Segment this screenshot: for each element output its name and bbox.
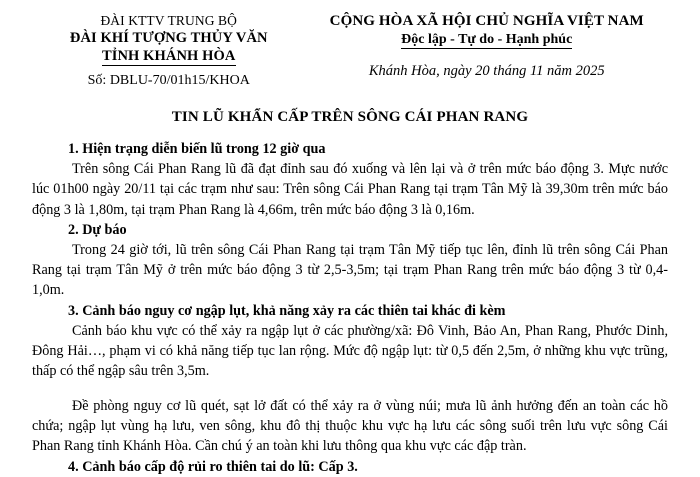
document-header: [32, 10, 668, 90]
section-4-heading: 4. Cảnh báo cấp độ rủi ro thiên tai do lũ: Cấp 3.: [68, 458, 358, 475]
section-3-paragraph-1: Cảnh báo khu vực có thể xảy ra ngập lụt ở các phường/xã: Đô Vinh, Bảo An, Phan Rang, Phước Dinh, Đông Hải…, phạm vi có khả năng tiếp tục lan rộng. Mức độ ngập lụt: từ 0,5 đến 2,5m, ở những khu vực trũng, thấp có thể ngập sâu trên 3,5m.: [32, 322, 668, 380]
section-3-heading: 3. Cảnh báo nguy cơ ngập lụt, khả năng xảy ra các thiên tai khác đi kèm: [68, 302, 506, 319]
national-heading-block: [305, 10, 668, 81]
organization-province-label: TỈNH KHÁNH HÒA: [101, 48, 236, 64]
country-name: CỘNG HÒA XÃ HỘI CHỦ NGHĨA VIỆT NAM: [329, 13, 644, 29]
place-and-date: Khánh Hòa, ngày 20 tháng 11 năm 2025: [368, 63, 605, 79]
document-number: Số: DBLU-70/01h15/KHOA: [87, 73, 250, 88]
national-motto-text: Độc lập - Tự do - Hạnh phúc: [401, 32, 573, 47]
section-2-paragraph: Trong 24 giờ tới, lũ trên sông Cái Phan Rang tại trạm Tân Mỹ tiếp tục lên, đỉnh lũ trên sông Cái Phan Rang tại trạm Tân Mỹ ở trên mức báo động 3 từ 2,5-3,5m; tại trạm Phan Rang trên mức báo động 3 từ 0,4-1,0m.: [32, 241, 668, 299]
parent-organization-name: ĐÀI KTTV TRUNG BỘ: [100, 13, 238, 28]
organization-name-line-2: [32, 47, 305, 65]
document-body: [32, 139, 668, 477]
section-2-heading: 2. Dự báo: [68, 221, 127, 238]
document-title: TIN LŨ KHẨN CẤP TRÊN SÔNG CÁI PHAN RANG: [171, 109, 529, 125]
section-3-paragraph-2: Đề phòng nguy cơ lũ quét, sạt lở đất có thể xảy ra ở vùng núi; mưa lũ ảnh hưởng đến an toàn các hồ chứa; ngập lụt vùng hạ lưu, ven sông, khu đô thị thuộc khu vực hạ lưu các sông suối trên lưu vực sông Cái Phan Rang tỉnh Khánh Hòa. Cần chú ý an toàn khi lưu thông qua khu vực các đập tràn.: [32, 397, 668, 455]
organization-name-line-1: ĐÀI KHÍ TƯỢNG THỦY VĂN: [69, 30, 268, 46]
national-motto: [305, 31, 668, 49]
section-1-heading: 1. Hiện trạng diễn biến lũ trong 12 giờ qua: [68, 141, 326, 157]
issuing-authority-block: [32, 10, 305, 90]
section-1-paragraph: Trên sông Cái Phan Rang lũ đã đạt đỉnh sau đó xuống và lên lại và ở trên mức báo động 3. Mực nước lúc 01h00 ngày 20/11 tại các trạm như sau: Trên sông Cái Phan Rang tại trạm Tân Mỹ là 39,30m trên mức báo động 3 là 1,80m, tại trạm Phan Rang là 4,66m, trên mức báo động 3 là 0,16m.: [32, 161, 668, 218]
